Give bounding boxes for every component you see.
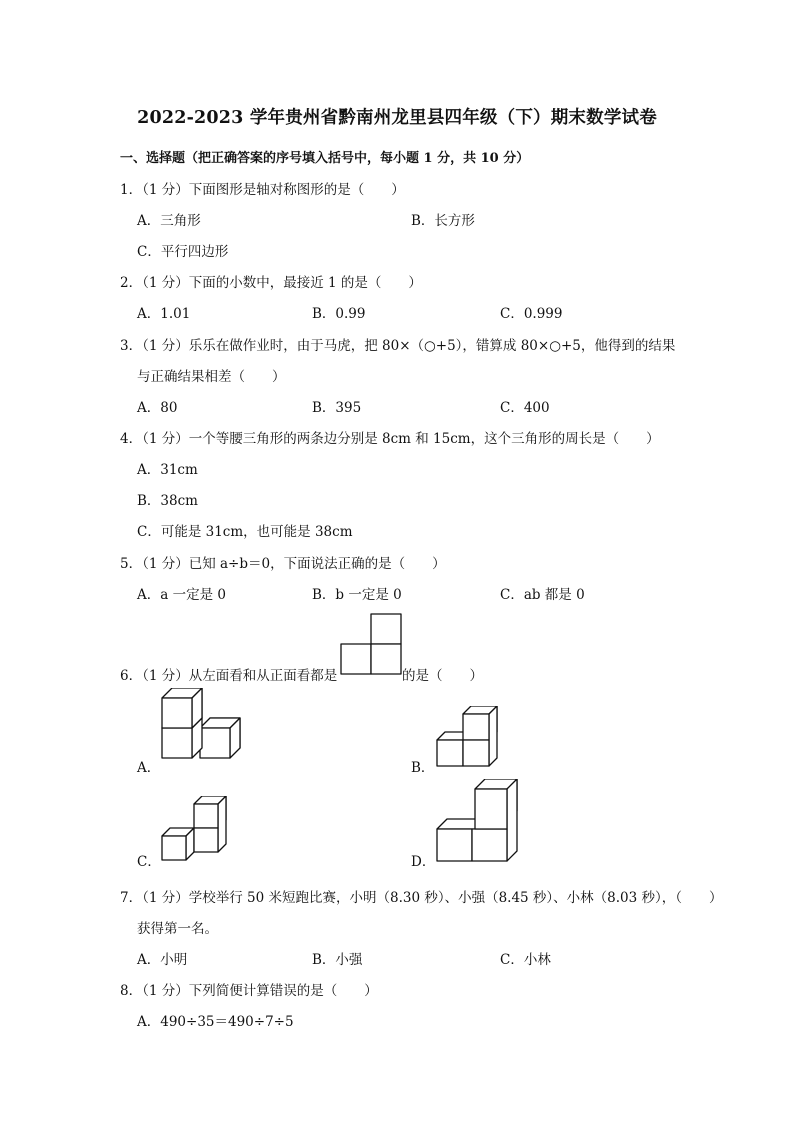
question-2-option-a[interactable]: A．1.01 (137, 306, 191, 322)
section-heading: 一、选择题（把正确答案的序号填入括号中，每小题 1 分，共 10 分） (120, 151, 530, 166)
question-6-option-c[interactable]: C． (137, 854, 161, 870)
question-3-option-b[interactable]: B．395 (312, 400, 362, 416)
page-title: 2022-2023 学年贵州省黔南州龙里县四年级（下）期末数学试卷 (137, 108, 657, 128)
question-3-stem: 3．（1 分）乐乐在做作业时，由于马虎，把 80×（○+5），错算成 80×○+5，他得到的结果 (120, 338, 676, 354)
question-1-option-b[interactable]: B．长方形 (411, 213, 475, 229)
question-1-option-c[interactable]: C．平行四边形 (137, 244, 229, 260)
question-7-option-c[interactable]: C．小林 (500, 952, 551, 968)
option-d-cubes-icon[interactable] (435, 779, 519, 863)
question-5-option-b[interactable]: B．b 一定是 0 (312, 587, 402, 603)
question-3-stem-continued: 与正确结果相差（ ） (137, 369, 286, 385)
question-4-option-b[interactable]: B．38cm (137, 493, 198, 509)
question-4-option-a[interactable]: A．31cm (137, 462, 198, 478)
question-7-stem-continued: 获得第一名。 (137, 921, 218, 937)
question-4-stem: 4．（1 分）一个等腰三角形的两条边分别是 8cm 和 15cm，这个三角形的周长是（ ） (120, 431, 660, 447)
option-a-cubes-icon[interactable] (160, 688, 242, 770)
question-2-stem: 2．（1 分）下面的小数中，最接近 1 的是（ ） (120, 275, 422, 291)
question-5-stem: 5．（1 分）已知 a÷b＝0，下面说法正确的是（ ） (120, 556, 446, 572)
question-7-option-b[interactable]: B．小强 (312, 952, 363, 968)
question-1-stem: 1．（1 分）下面图形是轴对称图形的是（ ） (120, 182, 405, 198)
question-6-stem-end: 的是（ ） (402, 668, 483, 684)
question-5-option-c[interactable]: C．ab 都是 0 (500, 587, 585, 603)
question-7-stem: 7．（1 分）学校举行 50 米短跑比赛，小明（8.30 秒）、小强（8.45 秒）、小林（8.03 秒），（ ） (120, 890, 723, 906)
question-3-option-c[interactable]: C．400 (500, 400, 550, 416)
question-4-option-c[interactable]: C．可能是 31cm，也可能是 38cm (137, 524, 353, 540)
question-8-stem: 8．（1 分）下列简便计算错误的是（ ） (120, 983, 378, 999)
question-1-option-a[interactable]: A．三角形 (137, 213, 201, 229)
option-c-cubes-icon[interactable] (160, 796, 228, 862)
question-3-option-a[interactable]: A．80 (137, 400, 178, 416)
question-5-option-a[interactable]: A．a 一定是 0 (137, 587, 226, 603)
question-2-option-c[interactable]: C．0.999 (500, 306, 563, 322)
question-6-option-b[interactable]: B． (411, 760, 435, 776)
option-b-cubes-icon[interactable] (435, 706, 499, 768)
question-7-option-a[interactable]: A．小明 (137, 952, 188, 968)
question-6-option-a[interactable]: A． (137, 760, 161, 776)
question-8-option-a[interactable]: A．490÷35＝490÷7÷5 (137, 1014, 294, 1030)
question-6-option-d[interactable]: D． (411, 854, 436, 870)
question-2-option-b[interactable]: B．0.99 (312, 306, 366, 322)
view-figure-icon (340, 613, 402, 675)
question-6-stem-start: 6．（1 分）从左面看和从正面看都是 (120, 668, 338, 684)
